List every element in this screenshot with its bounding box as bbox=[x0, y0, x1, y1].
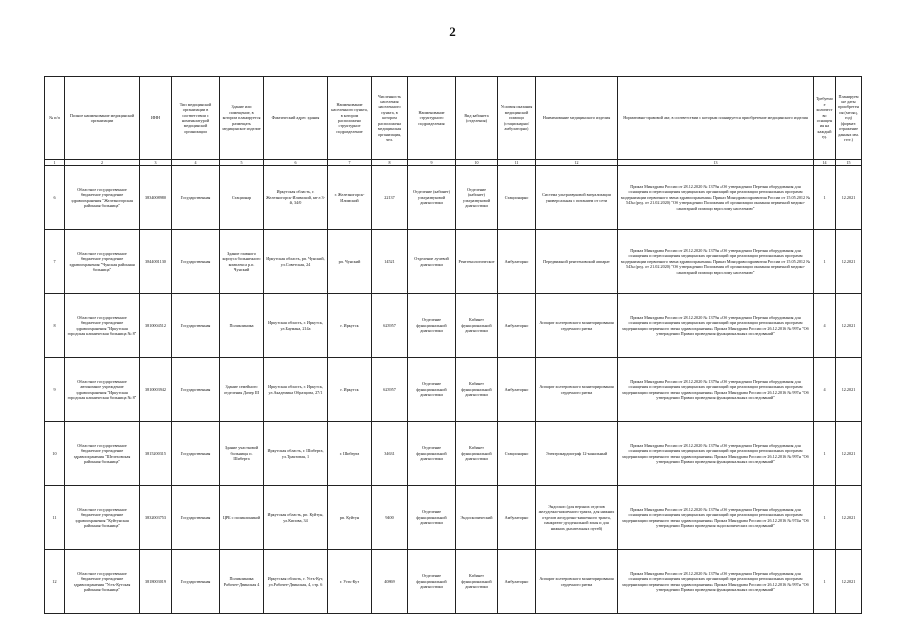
population-cell: 623957 bbox=[372, 358, 408, 422]
device-name-cell: Передвижной рентгеновский аппарат bbox=[536, 230, 618, 294]
column-header: Наименование структурного подразделения bbox=[408, 77, 456, 160]
row-number-cell: 11 bbox=[45, 486, 65, 550]
column-header: № п/п bbox=[45, 77, 65, 160]
row-number-cell: 10 bbox=[45, 422, 65, 486]
table-row bbox=[45, 550, 862, 614]
purchase-date-cell: 12.2021 bbox=[836, 230, 862, 294]
org-type-cell: Государственная bbox=[172, 486, 220, 550]
org-type-cell: Государственная bbox=[172, 422, 220, 486]
column-header: Полное наименование медицинской организации bbox=[65, 77, 140, 160]
column-header: Численность населения населенного пункта, в котором расположена медицинская организация, чел. bbox=[372, 77, 408, 160]
purchase-date-cell: 12.2021 bbox=[836, 358, 862, 422]
column-index: 12 bbox=[536, 160, 618, 166]
org-type-cell: Государственная bbox=[172, 166, 220, 230]
building-cell: Здание участковой больницы п. Шиберта bbox=[220, 422, 264, 486]
table-row bbox=[45, 422, 862, 486]
column-header: Тип медицинской организации в соответствии с номенклатурой медицинской организации bbox=[172, 77, 220, 160]
unit-cell: Отделение функциональной диагностики bbox=[408, 550, 456, 614]
column-index: 13 bbox=[618, 160, 814, 166]
building-cell: ЦРБ с поликлиникой bbox=[220, 486, 264, 550]
room-cell: Рентгенологическое bbox=[456, 230, 498, 294]
column-header: Нормативно-правовой акт, в соответствии с которым планируется приобретение медицинского изделия bbox=[618, 77, 814, 160]
care-conditions-cell: Амбулаторно bbox=[498, 294, 536, 358]
device-name-cell: Аппарат холтеровского мониторирования сердечного ритма bbox=[536, 550, 618, 614]
care-conditions-cell: Стационарно bbox=[498, 166, 536, 230]
column-index: 15 bbox=[836, 160, 862, 166]
table-header-row bbox=[45, 77, 862, 160]
room-cell: Кабинет функциональной диагностики bbox=[456, 358, 498, 422]
column-index: 5 bbox=[220, 160, 264, 166]
org-type-cell: Государственная bbox=[172, 294, 220, 358]
inn-cell: 3832003753 bbox=[140, 486, 172, 550]
org-name-cell: Областное государственное бюджетное учреждение здравоохранения "Усть-Кутская районная больница" bbox=[65, 550, 140, 614]
settlement-cell: г. Иркутск bbox=[328, 358, 372, 422]
settlement-cell: г. Иркутск bbox=[328, 294, 372, 358]
inn-cell: 3810003942 bbox=[140, 358, 172, 422]
building-cell: Здание семейного отделения Дачер III bbox=[220, 358, 264, 422]
address-cell: Иркутская область, рп. Куйтун, ул.Кипова, 34 bbox=[264, 486, 328, 550]
quantity-cell: 4 bbox=[814, 358, 836, 422]
inn-cell: 3815200315 bbox=[140, 422, 172, 486]
building-cell: Здание главного корпуса больничного комплекса р.п. Чунский bbox=[220, 230, 264, 294]
table-body bbox=[45, 166, 862, 614]
equipment-table bbox=[44, 76, 862, 614]
unit-cell: Отделение функциональной диагностики bbox=[408, 358, 456, 422]
settlement-cell: рп. Чунский bbox=[328, 230, 372, 294]
column-index: 9 bbox=[408, 160, 456, 166]
row-number-cell: 9 bbox=[45, 358, 65, 422]
settlement-cell: г. Шиберта bbox=[328, 422, 372, 486]
inn-cell: 3818003019 bbox=[140, 550, 172, 614]
table-row bbox=[45, 294, 862, 358]
room-cell: Эндоскопический bbox=[456, 486, 498, 550]
column-header: ИНН bbox=[140, 77, 172, 160]
address-cell: Иркутская область, г. Железногорск-Илимский, кв-л 3-й, 34/0 bbox=[264, 166, 328, 230]
column-index: 3 bbox=[140, 160, 172, 166]
table-row bbox=[45, 486, 862, 550]
legal-act-cell: Приказ Минздрава России от 28.12.2020 № 1379н «Об утверждении Перечня оборудования для оснащения и переоснащения медицинских организаций при реализации региональных программ модернизации первичного звена здравоохранения» Приказ Минздрава России от 26.12.2016 № 997н "Об утверждении Правил проведения функциональных исследований" bbox=[618, 294, 814, 358]
unit-cell: Отделение (кабинет) ультразвуковой диагностики bbox=[408, 166, 456, 230]
org-name-cell: Областное государственное бюджетное учреждение здравоохранения "Куйтунская районная больница" bbox=[65, 486, 140, 550]
device-name-cell: Аппарат холтеровского мониторирования сердечного ритма bbox=[536, 294, 618, 358]
care-conditions-cell: Амбулаторно bbox=[498, 230, 536, 294]
column-header: Планируемые даты приобретения (месяц, год) (формат: отражение данных мм. гггг.) bbox=[836, 77, 862, 160]
quantity-cell: 1 bbox=[814, 166, 836, 230]
care-conditions-cell: Амбулаторно bbox=[498, 358, 536, 422]
row-number-cell: 7 bbox=[45, 230, 65, 294]
column-header: Наименование медицинского изделия bbox=[536, 77, 618, 160]
room-cell: Отделение (кабинет) ультразвуковой диагностики bbox=[456, 166, 498, 230]
population-cell: 623957 bbox=[372, 294, 408, 358]
legal-act-cell: Приказ Минздрава России от 28.12.2020 № 1379н «Об утверждении Перечня оборудования для оснащения и переоснащения медицинских организаций при реализации региональных программ модернизации первичного звена здравоохранения» Приказ Минздравсоцразвития России от 15.05.2012 № 543н (ред. от 21.02.2020) "Об утверждении Положения об организации оказания первичной медико-санитарной помощи взрослому населению" bbox=[618, 166, 814, 230]
quantity-cell: 1 bbox=[814, 422, 836, 486]
building-cell: Стационар bbox=[220, 166, 264, 230]
population-cell: 34631 bbox=[372, 422, 408, 486]
building-cell: Поликлиника bbox=[220, 294, 264, 358]
settlement-cell: г. Железногорск-Илимский bbox=[328, 166, 372, 230]
population-cell: 14521 bbox=[372, 230, 408, 294]
care-conditions-cell: Стационарно bbox=[498, 422, 536, 486]
quantity-cell: 4 bbox=[814, 294, 836, 358]
inn-cell: 3834008980 bbox=[140, 166, 172, 230]
population-cell: 40869 bbox=[372, 550, 408, 614]
device-name-cell: Аппарат холтеровского мониторирования сердечного ритма bbox=[536, 358, 618, 422]
org-type-cell: Государственная bbox=[172, 230, 220, 294]
address-cell: Иркутская область, г. Иркутск, ул.Академика Образцова, 27/1 bbox=[264, 358, 328, 422]
care-conditions-cell: Амбулаторно bbox=[498, 550, 536, 614]
unit-cell: Отделение функциональной диагностики bbox=[408, 294, 456, 358]
purchase-date-cell: 12.2021 bbox=[836, 166, 862, 230]
column-index: 2 bbox=[65, 160, 140, 166]
inn-cell: 3844001130 bbox=[140, 230, 172, 294]
org-name-cell: Областное государственное автономное учреждение здравоохранения "Иркутская городская клиническая больница № 8" bbox=[65, 358, 140, 422]
org-name-cell: Областное государственное бюджетное учреждение здравоохранения "Иркутская городская клиническая больница № 8" bbox=[65, 294, 140, 358]
table-row bbox=[45, 358, 862, 422]
column-index: 4 bbox=[172, 160, 220, 166]
unit-cell: Отделение функциональной диагностики bbox=[408, 422, 456, 486]
building-cell: Поликлиника Рабочее-Двинская 4 bbox=[220, 550, 264, 614]
legal-act-cell: Приказ Минздрава России от 28.12.2020 № 1379н «Об утверждении Перечня оборудования для оснащения и переоснащения медицинских организаций при реализации региональных программ модернизации первичного звена здравоохранения» Приказ Минздрава России от 26.12.2016 № 997н "Об утверждении Правил проведения функциональных исследований" bbox=[618, 550, 814, 614]
column-index: 6 bbox=[264, 160, 328, 166]
unit-cell: Отделение функциональной диагностики bbox=[408, 486, 456, 550]
column-header: Вид кабинета (отделения) bbox=[456, 77, 498, 160]
purchase-date-cell: 12.2021 bbox=[836, 550, 862, 614]
address-cell: Иркутская область, г. Усть-Кут, ул.Рабочее-Двинская, 4, стр. 6 bbox=[264, 550, 328, 614]
column-header: Наименование населенного пункта, в котором расположено структурное подразделение bbox=[328, 77, 372, 160]
care-conditions-cell: Амбулаторно bbox=[498, 486, 536, 550]
column-index: 8 bbox=[372, 160, 408, 166]
device-name-cell: Система ультразвуковой визуализации универсальная с питанием от сети bbox=[536, 166, 618, 230]
address-cell: Иркутская область, г. Шиберта, ул.Трактовая, 1 bbox=[264, 422, 328, 486]
address-cell: Иркутская область, рп. Чунский, ул.Советская, 24 bbox=[264, 230, 328, 294]
column-header: Условия оказания медицинской помощи (стационарно/амбулаторно) bbox=[498, 77, 536, 160]
org-name-cell: Областное государственное бюджетное учреждение здравоохранения "Шелеховская районная больница" bbox=[65, 422, 140, 486]
inn-cell: 3810004512 bbox=[140, 294, 172, 358]
column-index: 14 bbox=[814, 160, 836, 166]
address-cell: Иркутская область, г. Иркутск, ул.Баумана, 214а bbox=[264, 294, 328, 358]
purchase-date-cell: 12.2021 bbox=[836, 294, 862, 358]
column-index: 1 bbox=[45, 160, 65, 166]
org-name-cell: Областное государственное бюджетное учреждение здравоохранения "Чунская районная больница" bbox=[65, 230, 140, 294]
legal-act-cell: Приказ Минздрава России от 28.12.2020 № 1379н «Об утверждении Перечня оборудования для оснащения и переоснащения медицинских организаций при реализации региональных программ модернизации первичного звена здравоохранения» Приказ Минздравсоцразвития России от 15.05.2012 № 543н (ред. от 21.02.2020) "Об утверждении Положения об организации оказания первичной медико-санитарной помощи взрослому населению" bbox=[618, 230, 814, 294]
table-row bbox=[45, 166, 862, 230]
settlement-cell: г. Усть-Кут bbox=[328, 550, 372, 614]
org-type-cell: Государственная bbox=[172, 550, 220, 614]
row-number-cell: 6 bbox=[45, 166, 65, 230]
column-index: 7 bbox=[328, 160, 372, 166]
quantity-cell: 1 bbox=[814, 230, 836, 294]
room-cell: Кабинет функциональной диагностики bbox=[456, 422, 498, 486]
unit-cell: Отделение лучевой диагностики bbox=[408, 230, 456, 294]
room-cell: Кабинет функциональной диагностики bbox=[456, 294, 498, 358]
column-header: Фактический адрес здания bbox=[264, 77, 328, 160]
population-cell: 9400 bbox=[372, 486, 408, 550]
legal-act-cell: Приказ Минздрава России от 28.12.2020 № 1379н «Об утверждении Перечня оборудования для оснащения и переоснащения медицинских организаций при реализации региональных программ модернизации первичного звена здравоохранения» Приказ Минздрава России от 26.12.2016 № 997н "Об утверждении Правил проведения функциональных исследований" bbox=[618, 358, 814, 422]
page-number: 2 bbox=[449, 24, 456, 39]
quantity-cell: 1 bbox=[814, 486, 836, 550]
row-number-cell: 8 bbox=[45, 294, 65, 358]
org-name-cell: Областное государственное бюджетное учреждение здравоохранения "Железногорская районная больница" bbox=[65, 166, 140, 230]
device-name-cell: Электрокардиограф 12-канальный bbox=[536, 422, 618, 486]
settlement-cell: рп. Куйтун bbox=[328, 486, 372, 550]
column-index: 10 bbox=[456, 160, 498, 166]
column-index: 11 bbox=[498, 160, 536, 166]
column-header: Требуемое количество оснащения на каждый ед. bbox=[814, 77, 836, 160]
population-cell: 22137 bbox=[372, 166, 408, 230]
legal-act-cell: Приказ Минздрава России от 28.12.2020 № 1379н «Об утверждении Перечня оборудования для оснащения и переоснащения медицинских организаций при реализации региональных программ модернизации первичного звена здравоохранения» Приказ Минздрава России от 26.12.2016 № 974н "Об утверждении Правил проведения эндоскопических исследований" bbox=[618, 486, 814, 550]
legal-act-cell: Приказ Минздрава России от 28.12.2020 № 1379н «Об утверждении Перечня оборудования для оснащения и переоснащения медицинских организаций при реализации региональных программ модернизации первичного звена здравоохранения» Приказ Минздрава России от 26.12.2016 № 997н "Об утверждении Правил проведения функциональных исследований" bbox=[618, 422, 814, 486]
device-name-cell: Эндоскоп (для верхних отделов желудочно-кишечного тракта, для нижних отделов желудочно-кишечного тракта, панкреато-дуоденальной зоны и для нижних дыхательных путей) bbox=[536, 486, 618, 550]
table-row bbox=[45, 230, 862, 294]
purchase-date-cell: 12.2021 bbox=[836, 486, 862, 550]
column-header: Здание или помещение, в котором планируется размещать медицинское изделие bbox=[220, 77, 264, 160]
purchase-date-cell: 12.2021 bbox=[836, 422, 862, 486]
room-cell: Кабинет функциональной диагностики bbox=[456, 550, 498, 614]
org-type-cell: Государственная bbox=[172, 358, 220, 422]
quantity-cell: 1 bbox=[814, 550, 836, 614]
row-number-cell: 12 bbox=[45, 550, 65, 614]
